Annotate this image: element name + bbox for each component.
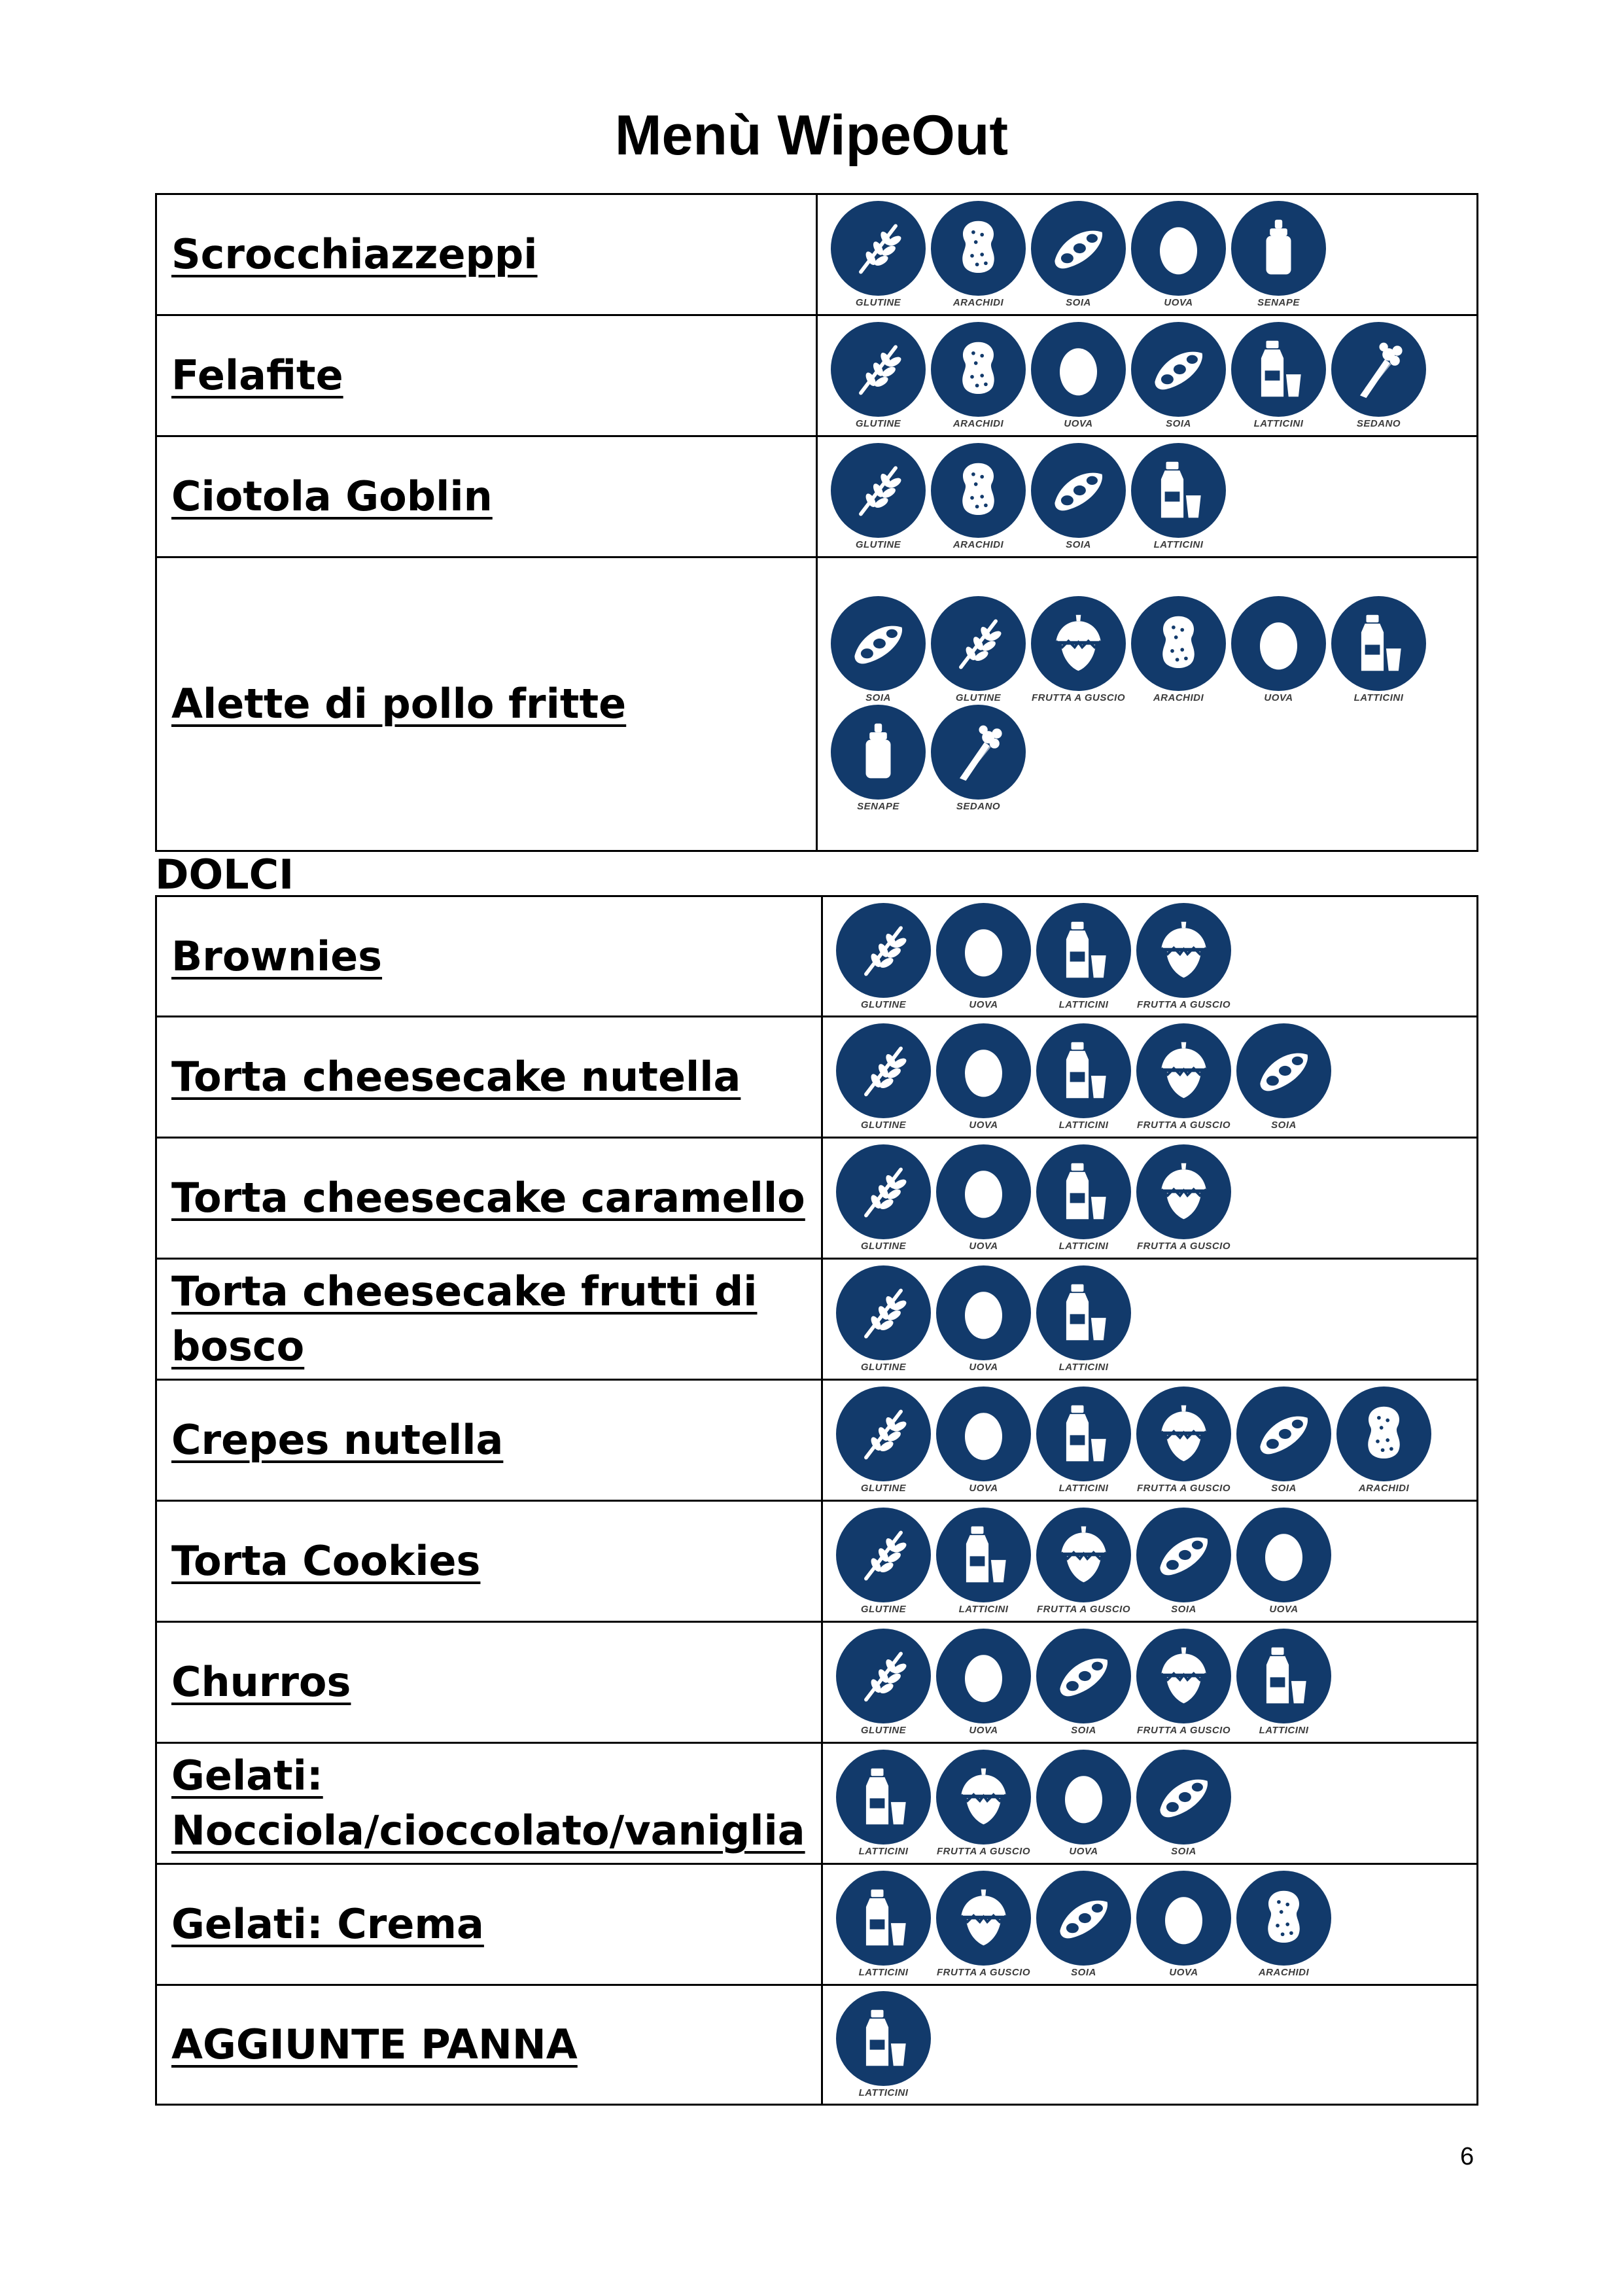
allergen-soia [1031, 443, 1126, 550]
allergen-latticini [1131, 443, 1226, 550]
menu-row [156, 1017, 1478, 1138]
allergen-uova [936, 1629, 1031, 1736]
allergen-icons [823, 1986, 1476, 2104]
allergen-frutta [1136, 903, 1231, 1010]
dish-name: Torta cheesecake caramello [171, 1174, 805, 1222]
soia-icon [1236, 1023, 1331, 1118]
allergen-icons [823, 1260, 1476, 1379]
allergen-label: SENAPE [1257, 297, 1300, 308]
frutta-icon [936, 1871, 1031, 1966]
allergen-sedano [1331, 322, 1426, 429]
frutta-icon [1136, 903, 1231, 998]
allergen-label: SOIA [1271, 1120, 1297, 1131]
allergen-label: SEDANO [956, 801, 1001, 812]
allergen-soia [1236, 1386, 1331, 1494]
allergen-latticini [936, 1508, 1031, 1615]
dish-cell [156, 436, 817, 557]
allergen-label: LATTICINI [1259, 1725, 1309, 1736]
allergen-sedano [931, 705, 1026, 812]
dish-cell [156, 1138, 822, 1259]
dish-name: Torta cheesecake frutti di bosco [171, 1267, 758, 1370]
allergen-glutine [831, 201, 926, 308]
dish-name: Torta cheesecake nutella [171, 1053, 741, 1101]
allergen-latticini [1036, 903, 1131, 1010]
allergen-frutta [1136, 1023, 1231, 1131]
allergen-uova [1136, 1871, 1231, 1978]
allergen-label: LATTICINI [1153, 539, 1204, 550]
arachidi-icon [1336, 1386, 1431, 1481]
allergen-label: GLUTINE [860, 1120, 907, 1131]
section-heading-dolci: DOLCI [155, 851, 294, 898]
dish-cell [156, 1743, 822, 1864]
allergen-label: SOIA [1166, 418, 1191, 429]
allergen-label: SOIA [1071, 1725, 1096, 1736]
allergen-latticini [1236, 1629, 1331, 1736]
allergen-glutine [836, 1265, 931, 1373]
allergen-label: UOVA [1164, 297, 1193, 308]
allergen-label: SEDANO [1356, 418, 1401, 429]
allergen-latticini [1036, 1265, 1131, 1373]
allergen-label: ARACHIDI [952, 539, 1004, 550]
menu-row [156, 1380, 1478, 1501]
allergen-label: UOVA [1169, 1967, 1198, 1978]
allergen-glutine [836, 1144, 931, 1252]
allergen-label: SOIA [1271, 1483, 1297, 1494]
frutta-icon [1136, 1023, 1231, 1118]
allergen-label: LATTICINI [858, 1967, 909, 1978]
allergens-cell [822, 1864, 1478, 1985]
allergen-label: FRUTTA A GUSCIO [936, 1967, 1031, 1978]
sedano-icon [931, 705, 1026, 800]
latticini-icon [1036, 903, 1131, 998]
allergen-label: GLUTINE [860, 1362, 907, 1373]
allergen-frutta [1136, 1386, 1231, 1494]
allergen-label: ARACHIDI [952, 418, 1004, 429]
latticini-icon [1331, 596, 1426, 691]
mains-table [155, 193, 1478, 852]
allergens-cell [822, 1017, 1478, 1138]
allergens-cell [822, 1501, 1478, 1622]
uova-icon [1131, 201, 1226, 296]
arachidi-icon [1131, 596, 1226, 691]
allergen-label: ARACHIDI [1258, 1967, 1310, 1978]
sedano-icon [1331, 322, 1426, 417]
dish-name: Torta Cookies [171, 1537, 481, 1585]
glutine-icon [836, 1023, 931, 1118]
uova-icon [936, 1386, 1031, 1481]
uova-icon [1031, 322, 1126, 417]
dish-cell [156, 1017, 822, 1138]
glutine-icon [931, 596, 1026, 691]
dish-cell [156, 194, 817, 315]
latticini-icon [1036, 1265, 1131, 1360]
allergen-label: FRUTTA A GUSCIO [1136, 1241, 1231, 1252]
allergen-label: GLUTINE [855, 418, 901, 429]
dish-name: Ciotola Goblin [171, 472, 493, 520]
allergen-label: UOVA [1269, 1604, 1299, 1615]
allergen-label: LATTICINI [1058, 1241, 1109, 1252]
allergen-arachidi [931, 322, 1026, 429]
allergen-label: UOVA [969, 1725, 998, 1736]
allergen-label: UOVA [1064, 418, 1093, 429]
allergen-label: FRUTTA A GUSCIO [1031, 692, 1126, 703]
allergen-icons [823, 1502, 1476, 1621]
allergen-soia [1036, 1629, 1131, 1736]
allergen-label: SOIA [1066, 297, 1091, 308]
uova-icon [936, 1144, 1031, 1239]
glutine-icon [831, 443, 926, 538]
soia-icon [1031, 443, 1126, 538]
allergen-arachidi [1236, 1871, 1331, 1978]
allergen-latticini [1231, 322, 1326, 429]
allergen-label: FRUTTA A GUSCIO [1136, 1483, 1231, 1494]
allergen-label: UOVA [1069, 1846, 1098, 1857]
dish-cell [156, 315, 817, 436]
uova-icon [936, 903, 1031, 998]
desserts-table [155, 895, 1478, 2106]
menu-row [156, 436, 1478, 557]
soia-icon [1036, 1871, 1131, 1966]
latticini-icon [1236, 1629, 1331, 1723]
uova-icon [1036, 1750, 1131, 1845]
allergen-label: SENAPE [857, 801, 899, 812]
allergen-uova [936, 1386, 1031, 1494]
allergen-frutta [936, 1750, 1031, 1857]
dish-cell [156, 1259, 822, 1380]
allergen-latticini [1036, 1023, 1131, 1131]
menu-row [156, 1138, 1478, 1259]
allergen-icons [823, 1139, 1476, 1258]
arachidi-icon [931, 201, 1026, 296]
allergen-label: ARACHIDI [1153, 692, 1204, 703]
soia-icon [1031, 201, 1126, 296]
allergen-label: FRUTTA A GUSCIO [1136, 998, 1231, 1010]
menu-row [156, 194, 1478, 315]
allergen-uova [936, 1023, 1031, 1131]
allergen-icons [823, 1623, 1476, 1742]
allergen-label: GLUTINE [860, 1604, 907, 1615]
allergen-frutta [1031, 596, 1126, 703]
latticini-icon [836, 1871, 931, 1966]
allergen-latticini [836, 1991, 931, 2098]
glutine-icon [836, 1386, 931, 1481]
allergen-icons [823, 1744, 1476, 1863]
allergen-label: LATTICINI [858, 1846, 909, 1857]
allergen-label: GLUTINE [860, 1725, 907, 1736]
allergen-uova [1131, 201, 1226, 308]
allergen-label: ARACHIDI [952, 297, 1004, 308]
arachidi-icon [1236, 1871, 1331, 1966]
latticini-icon [836, 1750, 931, 1845]
allergen-uova [1031, 322, 1126, 429]
allergen-icons [823, 1017, 1476, 1137]
dish-cell [156, 1622, 822, 1743]
allergen-label: SOIA [1071, 1967, 1096, 1978]
allergen-glutine [831, 322, 926, 429]
allergens-cell [822, 1380, 1478, 1501]
allergen-senape [1231, 201, 1326, 308]
dish-cell [156, 896, 822, 1017]
allergens-cell [822, 1259, 1478, 1380]
senape-icon [831, 705, 926, 800]
arachidi-icon [931, 443, 1026, 538]
allergen-glutine [931, 596, 1026, 703]
soia-icon [1136, 1508, 1231, 1602]
dish-name: Crepes nutella [171, 1416, 504, 1464]
uova-icon [1236, 1508, 1331, 1602]
allergen-label: FRUTTA A GUSCIO [936, 1846, 1031, 1857]
menu-row [156, 896, 1478, 1017]
allergen-icons [818, 437, 1476, 556]
page-number: 6 [1460, 2143, 1475, 2170]
latticini-icon [936, 1508, 1031, 1602]
allergen-latticini [836, 1871, 931, 1978]
allergen-glutine [836, 903, 931, 1010]
allergen-label: LATTICINI [1058, 1362, 1109, 1373]
menu-row [156, 1501, 1478, 1622]
frutta-icon [1136, 1386, 1231, 1481]
frutta-icon [1136, 1629, 1231, 1723]
menu-row [156, 1622, 1478, 1743]
allergen-label: FRUTTA A GUSCIO [1036, 1604, 1131, 1615]
allergen-label: UOVA [969, 1120, 998, 1131]
dish-cell [156, 1501, 822, 1622]
menu-row [156, 1864, 1478, 1985]
allergen-icons [818, 195, 1476, 314]
allergen-arachidi [1336, 1386, 1431, 1494]
menu-row [156, 557, 1478, 851]
glutine-icon [836, 1508, 931, 1602]
glutine-icon [836, 903, 931, 998]
uova-icon [936, 1265, 1031, 1360]
glutine-icon [836, 1265, 931, 1360]
dish-cell [156, 1864, 822, 1985]
allergen-glutine [836, 1386, 931, 1494]
allergen-label: GLUTINE [855, 297, 901, 308]
allergen-icons [823, 1381, 1476, 1500]
allergen-label: FRUTTA A GUSCIO [1136, 1120, 1231, 1131]
latticini-icon [1036, 1386, 1131, 1481]
allergen-uova [936, 1265, 1031, 1373]
allergen-label: LATTICINI [858, 2087, 909, 2098]
allergen-label: GLUTINE [860, 1241, 907, 1252]
allergen-frutta [1036, 1508, 1131, 1615]
glutine-icon [831, 201, 926, 296]
allergen-label: UOVA [1264, 692, 1293, 703]
frutta-icon [1136, 1144, 1231, 1239]
dish-name: Felafite [171, 351, 343, 399]
allergens-cell [817, 315, 1478, 436]
allergen-label: LATTICINI [1058, 998, 1109, 1010]
dish-name: Gelati: Nocciola/cioccolato/vaniglia [171, 1752, 805, 1854]
allergen-label: SOIA [865, 692, 891, 703]
allergen-label: UOVA [969, 1241, 998, 1252]
glutine-icon [831, 322, 926, 417]
senape-icon [1231, 201, 1326, 296]
allergen-label: SOIA [1171, 1604, 1196, 1615]
allergen-latticini [1331, 596, 1426, 703]
allergen-arachidi [1131, 596, 1226, 703]
allergen-uova [1236, 1508, 1331, 1615]
allergens-cell [822, 1138, 1478, 1259]
allergen-soia [1036, 1871, 1131, 1978]
menu-row [156, 1259, 1478, 1380]
uova-icon [936, 1023, 1031, 1118]
page-title: Menù WipeOut [614, 104, 1009, 167]
allergens-cell [822, 1985, 1478, 2105]
dish-cell [156, 557, 817, 851]
allergen-soia [1031, 201, 1126, 308]
soia-icon [831, 596, 926, 691]
allergen-icons [823, 1865, 1476, 1984]
arachidi-icon [931, 322, 1026, 417]
allergen-icons [823, 897, 1476, 1016]
allergen-label: UOVA [969, 1483, 998, 1494]
allergen-label: LATTICINI [1058, 1120, 1109, 1131]
allergen-icons [818, 558, 1476, 850]
allergen-arachidi [931, 201, 1026, 308]
menu-row [156, 1743, 1478, 1864]
allergen-glutine [836, 1629, 931, 1736]
dish-name: Gelati: Crema [171, 1900, 484, 1948]
allergen-label: FRUTTA A GUSCIO [1136, 1725, 1231, 1736]
allergen-arachidi [931, 443, 1026, 550]
allergen-soia [1136, 1750, 1231, 1857]
allergen-label: SOIA [1066, 539, 1091, 550]
menu-row [156, 1985, 1478, 2105]
allergen-label: LATTICINI [1353, 692, 1404, 703]
frutta-icon [1036, 1508, 1131, 1602]
latticini-icon [836, 1991, 931, 2086]
allergen-uova [1231, 596, 1326, 703]
allergen-label: GLUTINE [860, 1483, 907, 1494]
dish-cell [156, 1380, 822, 1501]
allergen-label: ARACHIDI [1358, 1483, 1410, 1494]
allergen-latticini [1036, 1386, 1131, 1494]
allergen-uova [936, 903, 1031, 1010]
allergen-soia [831, 596, 926, 703]
allergen-senape [831, 705, 926, 812]
glutine-icon [836, 1629, 931, 1723]
dish-name: Churros [171, 1658, 351, 1706]
allergen-latticini [1036, 1144, 1131, 1252]
allergen-frutta [1136, 1144, 1231, 1252]
dish-name: AGGIUNTE PANNA [171, 2021, 578, 2068]
uova-icon [1136, 1871, 1231, 1966]
allergen-soia [1236, 1023, 1331, 1131]
allergen-frutta [1136, 1629, 1231, 1736]
uova-icon [1231, 596, 1326, 691]
allergens-cell [817, 436, 1478, 557]
allergen-icons [818, 316, 1476, 435]
latticini-icon [1036, 1023, 1131, 1118]
allergen-soia [1136, 1508, 1231, 1615]
soia-icon [1131, 322, 1226, 417]
allergens-cell [822, 1622, 1478, 1743]
allergen-label: LATTICINI [1058, 1483, 1109, 1494]
menu-row [156, 315, 1478, 436]
allergens-cell [817, 557, 1478, 851]
uova-icon [936, 1629, 1031, 1723]
allergen-glutine [831, 443, 926, 550]
soia-icon [1036, 1629, 1131, 1723]
allergen-uova [936, 1144, 1031, 1252]
frutta-icon [1031, 596, 1126, 691]
glutine-icon [836, 1144, 931, 1239]
allergen-label: LATTICINI [1253, 418, 1304, 429]
allergens-cell [822, 896, 1478, 1017]
frutta-icon [936, 1750, 1031, 1845]
soia-icon [1136, 1750, 1231, 1845]
dish-name: Brownies [171, 932, 383, 980]
allergen-frutta [936, 1871, 1031, 1978]
allergen-label: LATTICINI [958, 1604, 1009, 1615]
latticini-icon [1036, 1144, 1131, 1239]
allergens-cell [817, 194, 1478, 315]
allergen-label: UOVA [969, 1362, 998, 1373]
allergen-label: GLUTINE [955, 692, 1002, 703]
dish-name: Scrocchiazzeppi [171, 230, 538, 278]
allergen-label: GLUTINE [860, 998, 907, 1010]
allergen-label: GLUTINE [855, 539, 901, 550]
allergen-label: SOIA [1171, 1846, 1196, 1857]
allergen-latticini [836, 1750, 931, 1857]
allergen-label: UOVA [969, 998, 998, 1010]
allergens-cell [822, 1743, 1478, 1864]
allergen-glutine [836, 1023, 931, 1131]
soia-icon [1236, 1386, 1331, 1481]
allergen-uova [1036, 1750, 1131, 1857]
latticini-icon [1131, 443, 1226, 538]
allergen-glutine [836, 1508, 931, 1615]
dish-name: Alette di pollo fritte [171, 680, 627, 728]
dish-cell [156, 1985, 822, 2105]
latticini-icon [1231, 322, 1326, 417]
allergen-soia [1131, 322, 1226, 429]
